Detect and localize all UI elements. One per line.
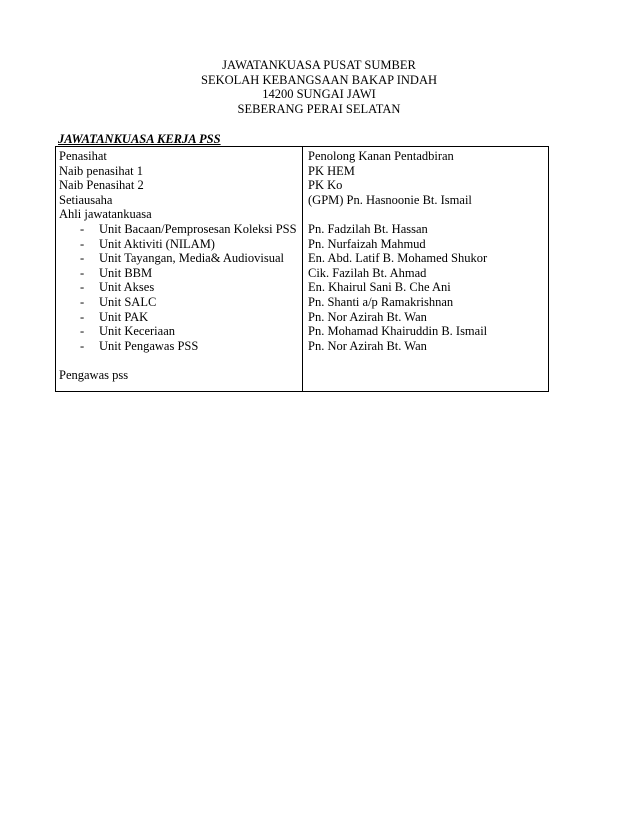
blank-line [308, 207, 546, 222]
unit-label: Unit PAK [99, 309, 149, 324]
unit-member: Pn. Mohamad Khairuddin B. Ismail [308, 324, 488, 339]
section-title-text: JAWATANKUASA KERJA PSS [58, 132, 221, 146]
officer-naib-penasihat-1: PK HEM [308, 163, 355, 178]
unit-row [59, 295, 299, 310]
unit-row [59, 280, 299, 295]
column-divider [302, 147, 303, 391]
list-dash: - [80, 265, 85, 280]
unit-label: Unit Akses [99, 280, 155, 295]
section-title [58, 132, 249, 147]
list-dash: - [80, 251, 85, 266]
role-pengawas-pss: Pengawas pss [59, 367, 129, 382]
unit-member: Pn. Nor Azirah Bt. Wan [308, 338, 427, 353]
committee-table [55, 146, 549, 392]
unit-member: Cik. Fazilah Bt. Ahmad [308, 265, 427, 280]
unit-row [59, 266, 299, 281]
unit-label: Unit Pengawas PSS [99, 338, 199, 353]
list-dash: - [80, 280, 85, 295]
list-dash: - [80, 221, 85, 236]
unit-label: Unit Keceriaan [99, 324, 176, 339]
unit-label: Unit SALC [99, 294, 157, 309]
unit-label: Unit Aktiviti (NILAM) [99, 236, 215, 251]
header-committee-name: JAWATANKUASA PUSAT SUMBER [222, 58, 416, 72]
unit-label: Unit BBM [99, 265, 153, 280]
unit-label: Unit Bacaan/Pemprosesan Koleksi PSS [99, 221, 297, 236]
unit-member: Pn. Nurfaizah Mahmud [308, 236, 426, 251]
list-dash: - [80, 324, 85, 339]
unit-member: Pn. Shanti a/p Ramakrishnan [308, 294, 454, 309]
unit-row [59, 222, 299, 237]
header-postcode-town: 14200 SUNGAI JAWI [262, 87, 376, 102]
unit-member: Pn. Nor Azirah Bt. Wan [308, 309, 427, 324]
unit-member: Pn. Fadzilah Bt. Hassan [308, 221, 428, 236]
role-naib-penasihat-2: Naib Penasihat 2 [59, 178, 144, 193]
role-ahli-jawatankuasa: Ahli jawatankuasa [59, 207, 152, 222]
unit-row [59, 237, 299, 252]
header-district: SEBERANG PERAI SELATAN [237, 101, 401, 116]
unit-member: En. Khairul Sani B. Che Ani [308, 280, 451, 295]
roles-column [59, 149, 299, 383]
role-naib-penasihat-1: Naib penasihat 1 [59, 163, 144, 178]
list-dash: - [80, 294, 85, 309]
header-school-name: SEKOLAH KEBANGSAAN BAKAP INDAH [201, 72, 437, 87]
list-dash: - [80, 338, 85, 353]
role-setiausaha: Setiausaha [59, 192, 113, 207]
unit-row [59, 339, 299, 354]
officer-penasihat: Penolong Kanan Pentadbiran [308, 149, 454, 163]
unit-member: En. Abd. Latif B. Mohamed Shukor [308, 251, 488, 266]
unit-row [59, 324, 299, 339]
officer-naib-penasihat-2: PK Ko [308, 178, 343, 193]
officer-setiausaha: (GPM) Pn. Hasnoonie Bt. Ismail [308, 192, 472, 207]
unit-label: Unit Tayangan, Media& Audiovisual [99, 251, 284, 266]
officers-column [308, 149, 546, 353]
blank-line [59, 353, 299, 368]
document-header [0, 58, 638, 116]
unit-row [59, 310, 299, 325]
list-dash: - [80, 236, 85, 251]
unit-row [59, 251, 299, 266]
list-dash: - [80, 309, 85, 324]
role-penasihat: Penasihat [59, 149, 107, 163]
